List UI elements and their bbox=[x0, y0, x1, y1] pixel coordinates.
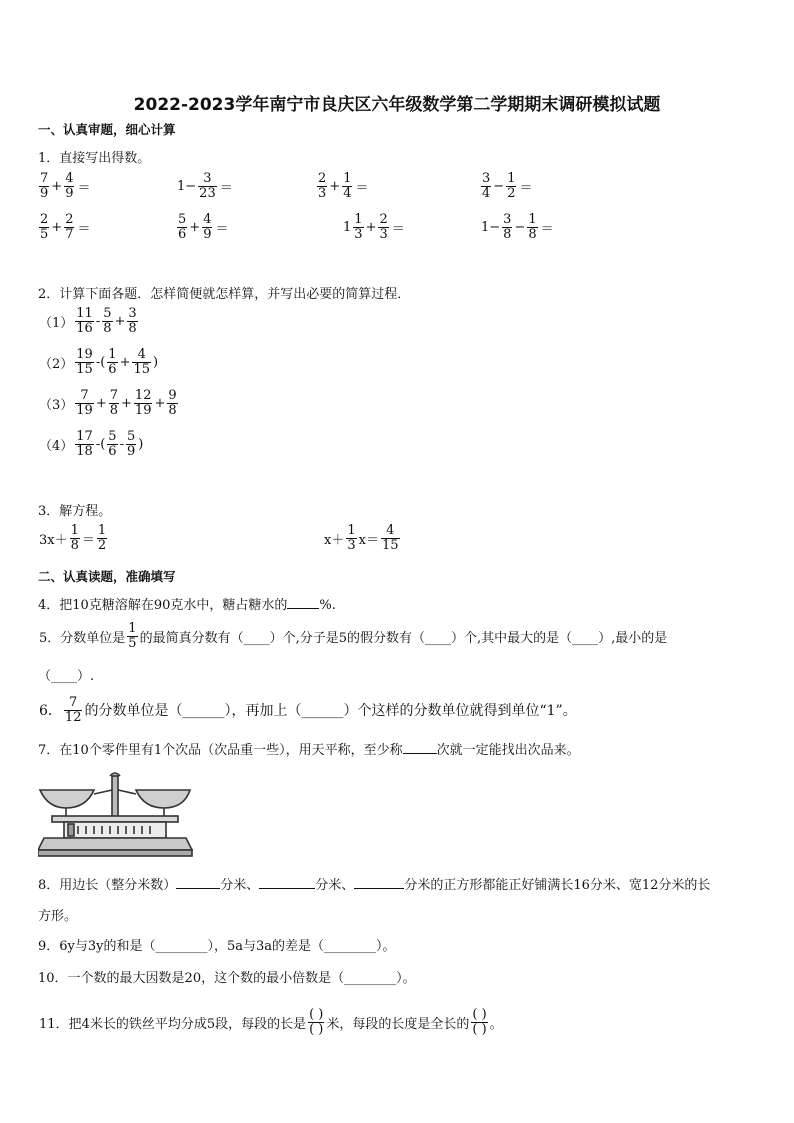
q1-row2-expression-4 bbox=[480, 213, 554, 241]
q2-expr-operator: + bbox=[95, 395, 107, 411]
q6-fraction bbox=[64, 696, 83, 724]
numerator: 7 bbox=[40, 171, 49, 186]
denominator: 15 bbox=[133, 361, 151, 377]
q8-line-2: 方形。 bbox=[38, 909, 78, 924]
q7-blank[interactable] bbox=[403, 753, 437, 754]
numerator: 7 bbox=[75, 389, 94, 404]
numerator: 1 bbox=[347, 523, 356, 538]
denominator: 9 bbox=[65, 185, 74, 201]
q3-eq2-operator: x＝ bbox=[358, 532, 379, 548]
q8-unit-2: 分米、 bbox=[315, 878, 355, 893]
numerator: 4 bbox=[381, 524, 400, 539]
q1-expr-equals: ＝ bbox=[215, 221, 229, 237]
numerator: 4 bbox=[203, 212, 212, 227]
q2-item-number: （2） bbox=[39, 356, 74, 372]
q1-expr-operator: + bbox=[51, 178, 63, 194]
numerator: 2 bbox=[318, 171, 327, 186]
q1-expr-equals: ＝ bbox=[355, 180, 369, 196]
denominator: 4 bbox=[482, 185, 491, 201]
denominator: 7 bbox=[65, 226, 74, 242]
q2-item-1 bbox=[38, 307, 139, 335]
q2-expr-fraction bbox=[126, 430, 136, 458]
numerator: 1 bbox=[108, 347, 117, 362]
denominator: 23 bbox=[199, 185, 216, 201]
q1-row1-expression-2 bbox=[176, 172, 233, 200]
q1-row1-expression-4 bbox=[480, 172, 532, 200]
q4-text: 4．把10克糖溶解在90克水中，糖占糖水的 bbox=[38, 598, 288, 613]
q3-eq2-fraction bbox=[346, 524, 356, 552]
q2-item-number: （1） bbox=[39, 315, 74, 331]
q11-blank-fraction-1[interactable] bbox=[308, 1008, 324, 1036]
numerator: 4 bbox=[132, 348, 151, 363]
q2-expr-fraction bbox=[75, 389, 94, 417]
q1-expr-operator: 1− bbox=[481, 219, 501, 235]
q5-fraction bbox=[127, 622, 137, 650]
q6-number: 6． bbox=[39, 703, 62, 720]
denominator: 4 bbox=[343, 185, 352, 201]
q3-eq1-fraction bbox=[70, 524, 80, 552]
q1-expr-equals: ＝ bbox=[77, 221, 91, 237]
denominator: 8 bbox=[103, 320, 112, 336]
q1-row1-expression-3 bbox=[316, 172, 368, 200]
q2-expr-operator: - bbox=[119, 436, 124, 452]
q1-expr-fraction bbox=[342, 172, 352, 200]
q7-text-post: 次就一定能找出次品来。 bbox=[436, 743, 580, 758]
q2-expr-fraction bbox=[109, 389, 119, 417]
q1-expr-fraction bbox=[198, 172, 217, 200]
numerator: 11 bbox=[76, 306, 93, 321]
denominator: 3 bbox=[347, 537, 356, 553]
denominator: 8 bbox=[70, 537, 79, 553]
q1-expr-operator: 1− bbox=[177, 178, 197, 194]
numerator: 5 bbox=[103, 306, 112, 321]
q1-expr-operator: − bbox=[514, 219, 526, 235]
q8-unit-1: 分米、 bbox=[220, 878, 260, 893]
q2-expr-fraction bbox=[132, 348, 151, 376]
q2-item-2 bbox=[38, 348, 159, 376]
section-1-heading: 一、认真审题，细心计算 bbox=[38, 122, 176, 137]
q1-expr-fraction bbox=[64, 213, 74, 241]
denominator: 3 bbox=[318, 185, 327, 201]
denominator: 8 bbox=[528, 226, 537, 242]
q6-denominator: 12 bbox=[64, 709, 82, 725]
denominator: 3 bbox=[354, 226, 363, 242]
numerator: 3 bbox=[128, 306, 137, 321]
q1-expr-operator: + bbox=[51, 219, 63, 235]
q2-label: 2．计算下面各题．怎样简便就怎样算，并写出必要的简算过程． bbox=[38, 287, 411, 302]
q1-expr-equals: ＝ bbox=[77, 180, 91, 196]
q1-expr-operator: − bbox=[493, 178, 505, 194]
section-2-heading: 二、认真读题，准确填写 bbox=[38, 569, 176, 584]
q3-eq1-operator: ＝ bbox=[81, 532, 95, 548]
q11-denominator-2: ( ) bbox=[472, 1021, 487, 1037]
q8-blank-2[interactable] bbox=[259, 888, 315, 889]
numerator: 1 bbox=[70, 523, 79, 538]
numerator: 5 bbox=[126, 429, 136, 444]
q8-text-pre: 8．用边长（整分米数） bbox=[38, 878, 177, 893]
q2-expr-operator: - bbox=[95, 313, 101, 329]
q2-expr-operator: ) bbox=[153, 354, 159, 370]
q2-expr-fraction bbox=[107, 430, 117, 458]
q4 bbox=[38, 594, 336, 613]
q5-text-pre: 5．分数单位是 bbox=[39, 630, 126, 646]
q8 bbox=[38, 874, 710, 893]
denominator: 18 bbox=[76, 443, 93, 459]
numerator: 1 bbox=[97, 523, 107, 538]
q11-numerator-2: ( ) bbox=[472, 1007, 487, 1022]
numerator: 12 bbox=[134, 388, 152, 403]
numerator: 1 bbox=[354, 212, 363, 227]
q5-numerator: 1 bbox=[128, 621, 137, 636]
q1-expr-fraction bbox=[39, 213, 49, 241]
q3-eq2-operator: x＋ bbox=[324, 532, 345, 548]
q1-expr-equals: ＝ bbox=[391, 221, 405, 237]
numerator: 3 bbox=[198, 172, 217, 187]
q11-blank-fraction-2[interactable] bbox=[471, 1008, 487, 1036]
q1-row2-expression-2 bbox=[176, 213, 228, 241]
q1-expr-fraction bbox=[177, 213, 187, 241]
q6 bbox=[38, 696, 578, 724]
q1-expr-fraction bbox=[317, 172, 327, 200]
q2-item-4 bbox=[38, 430, 144, 458]
q11-numerator-1: ( ) bbox=[309, 1007, 324, 1022]
q2-expr-operator: ) bbox=[138, 436, 144, 452]
numerator: 5 bbox=[178, 212, 187, 227]
numerator: 1 bbox=[507, 171, 516, 186]
q5-text-mid: 的最简真分数有（____）个,分子是5的假分数有（____）个,其中最大的是（____）,最小的是 bbox=[139, 630, 668, 646]
q1-expr-fraction bbox=[378, 213, 388, 241]
page-title: 2022-2023学年南宁市良庆区六年级数学第二学期期末调研模拟试题 bbox=[133, 95, 661, 115]
q3-label: 3．解方程。 bbox=[38, 504, 112, 519]
q1-expr-fraction bbox=[353, 213, 363, 241]
denominator: 2 bbox=[507, 185, 516, 201]
q2-item-3 bbox=[38, 389, 179, 417]
q6-numerator: 7 bbox=[64, 696, 83, 711]
q2-expr-fraction bbox=[75, 430, 94, 458]
numerator: 2 bbox=[379, 212, 388, 227]
q6-text: 的分数单位是（______），再加上（______）个这样的分数单位就得到单位“1”。 bbox=[84, 703, 577, 720]
numerator: 1 bbox=[528, 212, 537, 227]
q2-expr-fraction bbox=[127, 307, 137, 335]
q11 bbox=[38, 1008, 504, 1036]
q9: 9．6y与3y的和是（________），5a与3a的差是（________）。 bbox=[38, 939, 396, 954]
q2-expr-operator: + bbox=[114, 313, 126, 329]
q8-text-post: 分米的正方形都能正好铺满长16分米、宽12分米的长 bbox=[404, 878, 711, 893]
denominator: 9 bbox=[203, 226, 212, 242]
q3-equation-2 bbox=[323, 524, 401, 552]
q1-expr-fraction bbox=[506, 172, 516, 200]
q7 bbox=[38, 739, 580, 758]
q3-eq1-operator: 3x＋ bbox=[39, 532, 68, 548]
q2-expr-operator: + bbox=[154, 395, 166, 411]
q3-eq1-fraction bbox=[97, 524, 107, 552]
numerator: 3 bbox=[482, 171, 491, 186]
denominator: 8 bbox=[128, 320, 137, 336]
denominator: 8 bbox=[503, 226, 512, 242]
q1-label: 1．直接写出得数。 bbox=[38, 151, 151, 166]
denominator: 2 bbox=[97, 537, 107, 553]
q1-expr-fraction bbox=[502, 213, 512, 241]
q1-expr-equals: ＝ bbox=[519, 180, 533, 196]
q2-expr-operator: -( bbox=[95, 354, 106, 370]
q1-expr-equals: ＝ bbox=[540, 221, 554, 237]
denominator: 6 bbox=[108, 443, 117, 459]
q11-text-post: 。 bbox=[489, 1016, 503, 1032]
q1-expr-fraction bbox=[527, 213, 537, 241]
q2-item-number: （3） bbox=[39, 397, 74, 413]
numerator: 17 bbox=[76, 429, 93, 444]
q1-expr-fraction bbox=[64, 172, 74, 200]
q5 bbox=[38, 622, 668, 650]
q1-expr-operator: 1 bbox=[343, 219, 352, 235]
numerator: 4 bbox=[65, 171, 74, 186]
q1-expr-fraction bbox=[481, 172, 491, 200]
denominator: 6 bbox=[178, 226, 187, 242]
q7-text-pre: 7．在10个零件里有1个次品（次品重一些），用天平称，至少称 bbox=[38, 743, 403, 758]
q2-expr-operator: + bbox=[121, 395, 132, 411]
q2-expr-fraction bbox=[134, 389, 153, 417]
denominator: 15 bbox=[381, 537, 399, 553]
q4-unit: %. bbox=[319, 598, 336, 613]
q2-expr-fraction bbox=[75, 307, 94, 335]
numerator: 19 bbox=[76, 347, 93, 362]
q11-text-pre: 11．把4米长的铁丝平均分成5段，每段的长是 bbox=[39, 1016, 307, 1032]
q2-expr-operator: + bbox=[119, 354, 131, 370]
q1-expr-operator: + bbox=[329, 178, 341, 194]
denominator: 15 bbox=[76, 361, 93, 377]
q3-equation-1 bbox=[38, 524, 108, 552]
q10: 10．一个数的最大因数是20，这个数的最小倍数是（________）。 bbox=[38, 971, 416, 986]
q1-expr-fraction bbox=[202, 213, 212, 241]
q1-expr-equals: ＝ bbox=[219, 180, 233, 196]
numerator: 9 bbox=[168, 388, 177, 403]
q2-expr-operator: -( bbox=[95, 436, 106, 452]
denominator: 8 bbox=[109, 402, 119, 418]
q5-line-2: （____）. bbox=[38, 669, 95, 684]
q5-denominator: 5 bbox=[128, 635, 137, 651]
q2-item-number: （4） bbox=[39, 438, 74, 454]
denominator: 9 bbox=[126, 443, 136, 459]
numerator: 2 bbox=[65, 212, 74, 227]
balance-scale-image bbox=[38, 768, 194, 860]
q1-row2-expression-1 bbox=[38, 213, 90, 241]
denominator: 3 bbox=[379, 226, 388, 242]
denominator: 6 bbox=[108, 361, 117, 377]
q2-expr-fraction bbox=[107, 348, 117, 376]
q8-blank-1[interactable] bbox=[176, 888, 220, 889]
numerator: 5 bbox=[108, 429, 117, 444]
q2-expr-fraction bbox=[167, 389, 177, 417]
q1-row2-expression-3 bbox=[342, 213, 405, 241]
q1-expr-operator: + bbox=[189, 219, 201, 235]
denominator: 5 bbox=[40, 226, 49, 242]
q2-expr-fraction bbox=[102, 307, 112, 335]
numerator: 7 bbox=[109, 388, 119, 403]
denominator: 19 bbox=[134, 402, 152, 418]
q3-eq2-fraction bbox=[381, 524, 400, 552]
q1-row1-expression-1 bbox=[38, 172, 90, 200]
denominator: 19 bbox=[76, 402, 93, 418]
q2-expr-fraction bbox=[75, 348, 94, 376]
q11-text-mid: 米，每段的长度是全长的 bbox=[326, 1016, 470, 1032]
denominator: 16 bbox=[76, 320, 93, 336]
denominator: 8 bbox=[168, 402, 177, 418]
q1-expr-fraction bbox=[39, 172, 49, 200]
denominator: 9 bbox=[40, 185, 49, 201]
q8-blank-3[interactable] bbox=[354, 888, 404, 889]
q11-denominator-1: ( ) bbox=[309, 1021, 324, 1037]
numerator: 2 bbox=[40, 212, 49, 227]
q4-blank[interactable] bbox=[287, 608, 319, 609]
numerator: 1 bbox=[343, 171, 352, 186]
numerator: 3 bbox=[503, 212, 512, 227]
q1-expr-operator: + bbox=[365, 219, 377, 235]
